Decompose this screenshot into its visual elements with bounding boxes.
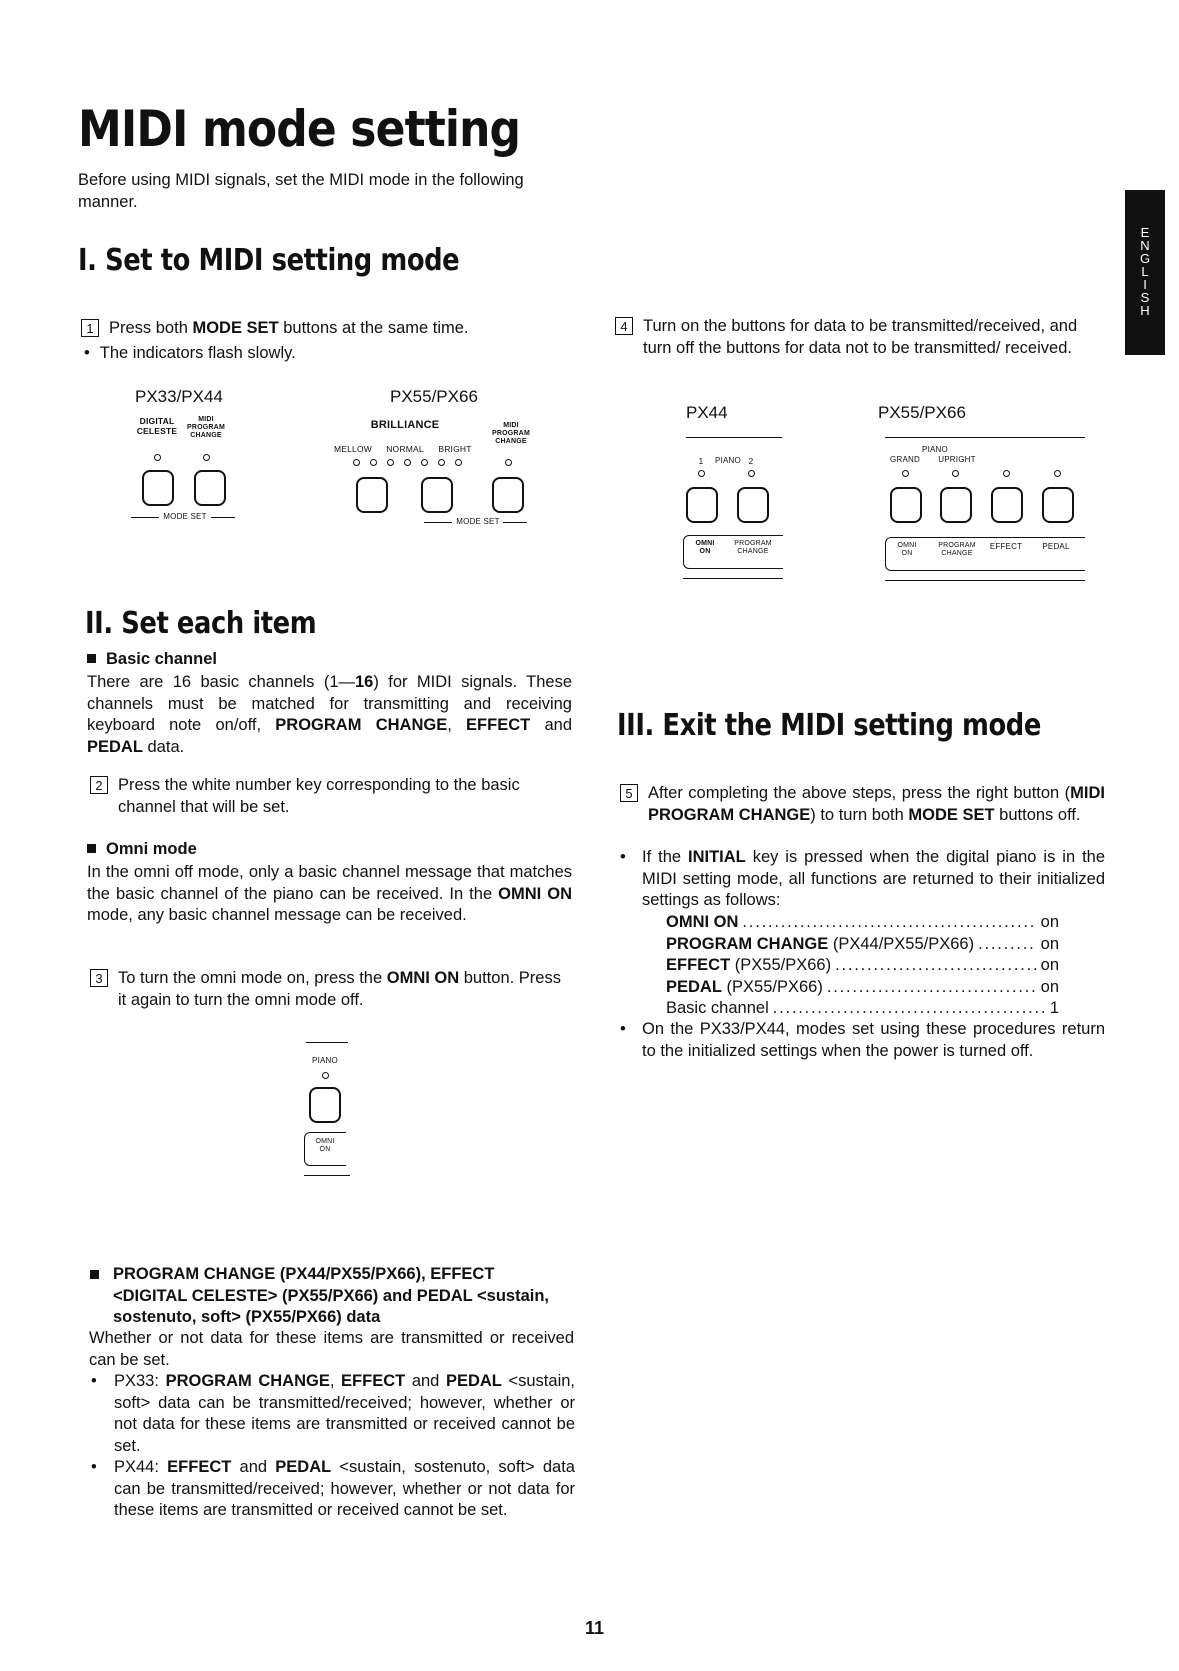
subheading-text: Basic channel (106, 650, 217, 668)
note-text: On the PX33/PX44, modes set using these procedures return to the initialized settings when the power is turned off. (642, 1020, 1105, 1060)
label-1: 1 (698, 456, 704, 466)
setting-value: on (1040, 934, 1059, 953)
text-run: In the omni off mode, only a basic channel message that matches the basic channel of the piano can be received. In the (87, 863, 572, 903)
indicator-led (902, 470, 909, 477)
step1-text: Press both (109, 319, 193, 337)
language-tab (1125, 190, 1165, 355)
indicator-led (1003, 470, 1010, 477)
indicator-led (505, 459, 512, 466)
text-run: PROGRAM CHANGE (165, 1372, 330, 1390)
pc-heading-text: PROGRAM CHANGE (PX44/PX55/PX66), EFFECT <DIGITAL CELESTE> (PX55/PX66) and PEDAL <sustain, sostenuto, soft> (PX55/PX66) data (113, 1265, 550, 1326)
setting-name: OMNI ON (666, 913, 739, 931)
setting-row (666, 998, 1059, 1020)
label-pedal: PEDAL (1042, 542, 1070, 551)
text-run: PEDAL (275, 1458, 332, 1476)
caption-line (131, 517, 159, 518)
text-run: If the (642, 848, 688, 866)
text-run: PX33: (114, 1372, 166, 1390)
key-button (1042, 487, 1074, 523)
label-digital-celeste (132, 416, 182, 436)
text-run: and (530, 716, 572, 734)
key-button (991, 487, 1023, 523)
text-run: <sustain, soft> data can be transmitted/received; however, whether or not data for these items are transmitted or received cannot be set. (114, 1372, 575, 1455)
indicator-led (438, 459, 445, 466)
step-number: 2 (90, 776, 108, 794)
text-run: INITIAL (688, 848, 746, 866)
indicator-led (421, 459, 428, 466)
indicator-led (748, 470, 755, 477)
subheading-text: Omni mode (106, 840, 197, 858)
indicator-led (154, 454, 161, 461)
setting-name: EFFECT (666, 956, 731, 974)
setting-name: PROGRAM CHANGE (666, 934, 829, 953)
text-run: , (447, 716, 467, 734)
step-4 (615, 316, 1110, 359)
text-run: mode, any basic channel message can be received. (87, 906, 467, 924)
text-run: key is pressed when the digital piano is in the MIDI setting mode, all functions are returned to their initialized settings as follows: (642, 848, 1106, 909)
indicator-led (698, 470, 705, 477)
page-number: 11 (585, 1618, 605, 1638)
setting-value: on (1040, 913, 1059, 931)
side-tab-letter: H (1140, 303, 1150, 318)
text-run: PEDAL (445, 1372, 502, 1390)
indicator-led (370, 459, 377, 466)
caption-line (424, 522, 452, 523)
indicator-led (952, 470, 959, 477)
side-tab-letter: N (1140, 238, 1150, 253)
label-program-change (932, 542, 982, 558)
setting-suffix: (PX55/PX66) (730, 956, 832, 974)
step1-text-end: buttons at the same time. (278, 319, 469, 337)
section1-heading: I. Set to MIDI setting mode (78, 243, 460, 278)
label-upright: UPRIGHT (938, 455, 976, 464)
px44-bullet: • PX44: EFFECT and PEDAL <sustain, sostenuto, soft> data can be transmitted/received; however, whether or not data for these items are transmitted or received cannot be set. (91, 1458, 575, 1519)
label-midi-program-change (184, 416, 228, 440)
setting-row (666, 955, 1059, 977)
model-label: PX55/PX66 (878, 403, 966, 422)
indicator-led (322, 1072, 329, 1079)
text-run: buttons off. (994, 805, 1081, 824)
initial-bullet: • If the INITIAL key is pressed when the digital piano is in the MIDI setting mode, all functions are returned to their initialized settings as follows: (620, 848, 1106, 909)
step-2 (90, 775, 573, 818)
step1-bold: MODE SET (192, 319, 279, 337)
bullet-text: The indicators flash slowly. (99, 344, 296, 362)
label-text: ON (901, 550, 913, 557)
text-run: and (231, 1458, 276, 1476)
rule-line (686, 437, 782, 438)
key-button (356, 477, 388, 513)
label-text: CHANGE (737, 548, 769, 555)
indicator-led (387, 459, 394, 466)
step-number: 5 (620, 784, 638, 802)
label-text: PROGRAM (492, 430, 530, 437)
label-effect: EFFECT (989, 542, 1023, 551)
text-run: EFFECT (466, 716, 531, 734)
caption-line (503, 522, 527, 523)
label-midi-program-change (488, 422, 534, 446)
text-run: To turn the omni mode on, press the (118, 969, 387, 987)
omni-mode-heading (87, 839, 197, 861)
text-run: OMNI ON (498, 884, 572, 903)
text-run: PEDAL (87, 737, 143, 756)
key-button (309, 1087, 341, 1123)
px33-note-bullet: • On the PX33/PX44, modes set using these procedures return to the initialized settings when the power is turned off. (620, 1019, 1105, 1062)
step-5 (620, 783, 1105, 826)
text-run: MODE SET (908, 805, 995, 824)
label-piano: PIANO (715, 456, 741, 465)
text-run: 16 (355, 673, 374, 691)
model-label: PX55/PX66 (390, 387, 478, 406)
text-run: <sustain, sostenuto, soft> data can be transmitted/received; however, whether or not data for these items are transmitted or received cannot be set. (114, 1458, 575, 1519)
text-run: PX44: (114, 1458, 168, 1476)
indicator-led (203, 454, 210, 461)
label-program-change (728, 540, 778, 556)
omni-paragraph (87, 862, 572, 927)
key-button (492, 477, 524, 513)
setting-row (666, 934, 1059, 956)
label-text: ON (319, 1146, 331, 1153)
text-run: button. Press it again to turn the omni mode off. (118, 969, 561, 1009)
text-run: EFFECT (341, 1372, 406, 1390)
indicator-led (455, 459, 462, 466)
rule-line (683, 578, 783, 579)
step2-text: Press the white number key corresponding to the basic channel that will be set. (118, 776, 520, 816)
label-2: 2 (748, 456, 754, 466)
key-button (686, 487, 718, 523)
label-piano: PIANO (922, 445, 948, 454)
rule-line (885, 437, 1085, 438)
label-mellow: MELLOW (333, 444, 373, 454)
key-button (890, 487, 922, 523)
text-run: PROGRAM CHANGE (275, 716, 448, 734)
label-text: CHANGE (941, 550, 973, 557)
indicator-led (1054, 470, 1061, 477)
step-1 (81, 318, 561, 340)
pc-paragraph: Whether or not data for these items are transmitted or received can be set. (89, 1329, 574, 1369)
mode-set-caption: MODE SET (163, 512, 207, 521)
label-text: CHANGE (495, 438, 527, 445)
setting-name: PEDAL (666, 977, 722, 996)
key-button (421, 477, 453, 513)
label-text: OMNI (897, 542, 917, 549)
text-run: data. (142, 737, 185, 756)
step-number: 1 (81, 319, 99, 337)
text-run: ) to turn both (810, 805, 909, 824)
side-tab-letter: S (1140, 290, 1150, 305)
pc-heading (90, 1264, 572, 1329)
caption-line (211, 517, 235, 518)
model-label: PX44 (686, 403, 728, 422)
step-number: 4 (615, 317, 633, 335)
text-run: OMNI ON (386, 969, 460, 987)
setting-row (666, 912, 1059, 934)
indicator-led (404, 459, 411, 466)
label-omni-on (310, 1138, 340, 1154)
bullet-indicators: • The indicators flash slowly. (84, 344, 296, 362)
text-run: , (329, 1372, 342, 1390)
label-text: PROGRAM (938, 542, 976, 549)
setting-value: on (1040, 956, 1059, 974)
side-tab-letter: G (1139, 251, 1151, 266)
text-run: After completing the above steps, press the right button ( (648, 784, 1071, 802)
basic-channel-heading (87, 649, 217, 671)
rule-line (304, 1175, 350, 1176)
label-text: PROGRAM (734, 540, 772, 547)
setting-value: 1 (1049, 999, 1059, 1017)
side-tab-letter: L (1141, 264, 1149, 279)
model-label: PX33/PX44 (135, 387, 223, 406)
initial-settings-list (666, 912, 1059, 1020)
key-button (940, 487, 972, 523)
key-button (737, 487, 769, 523)
page-title: MIDI mode setting (78, 100, 521, 158)
label-text: PROGRAM (187, 424, 225, 431)
side-tab-letter: E (1140, 225, 1150, 240)
label-text: CHANGE (190, 432, 222, 439)
label-normal: NORMAL (386, 444, 424, 454)
label-text: OMNI (315, 1138, 335, 1145)
setting-value: on (1040, 977, 1059, 996)
text-run: EFFECT (167, 1458, 232, 1476)
side-tab-letter: I (1143, 277, 1147, 292)
label-text: DIGITAL (139, 416, 175, 426)
label-omni-on (690, 540, 720, 556)
rule-line (306, 1042, 348, 1043)
mode-set-caption: MODE SET (456, 517, 500, 526)
step-number: 3 (90, 969, 108, 987)
label-text: MIDI (503, 422, 519, 429)
label-brilliance: BRILLIANCE (370, 419, 440, 431)
rule-line (885, 580, 1085, 581)
label-grand: GRAND (890, 455, 920, 464)
step4-text: Turn on the buttons for data to be transmitted/received, and turn off the buttons for data not to be transmitted/ received. (643, 317, 1078, 357)
text-run: — (338, 673, 355, 691)
label-text: CELESTE (136, 426, 178, 436)
label-text: ON (699, 548, 711, 555)
text-run: and (405, 1372, 446, 1390)
bullet-square (90, 1270, 99, 1279)
bullet-square (87, 844, 96, 853)
text-run: ) for MIDI signals. These channels must be matched for transmitting and receiving keyboard note on/off, (87, 673, 573, 734)
key-button (142, 470, 174, 506)
label-text: OMNI (695, 540, 715, 547)
label-text: MIDI (198, 416, 214, 423)
text-run: There are 16 basic channels (1 (87, 673, 339, 691)
text-run: MIDI PROGRAM CHANGE (648, 784, 1105, 824)
step-3 (90, 968, 573, 1011)
label-bright: BRIGHT (438, 444, 472, 454)
section3-heading: III. Exit the MIDI setting mode (617, 708, 1041, 743)
bullet-square (87, 654, 96, 663)
basic-channel-paragraph (87, 672, 572, 758)
setting-suffix: (PX55/PX66) (721, 977, 823, 996)
setting-suffix: Basic channel (666, 999, 769, 1017)
setting-suffix: (PX44/PX55/PX66) (828, 934, 975, 953)
label-piano: PIANO (312, 1056, 338, 1065)
label-omni-on (892, 542, 922, 558)
setting-row (666, 977, 1059, 999)
key-button (194, 470, 226, 506)
indicator-led (353, 459, 360, 466)
section2-heading: II. Set each item (85, 606, 317, 641)
px33-bullet: • PX33: PROGRAM CHANGE, EFFECT and PEDAL <sustain, soft> data can be transmitted/received; however, whether or not data for these items are transmitted or received cannot be set. (91, 1372, 575, 1455)
intro-text: Before using MIDI signals, set the MIDI mode in the following manner. (78, 171, 524, 211)
